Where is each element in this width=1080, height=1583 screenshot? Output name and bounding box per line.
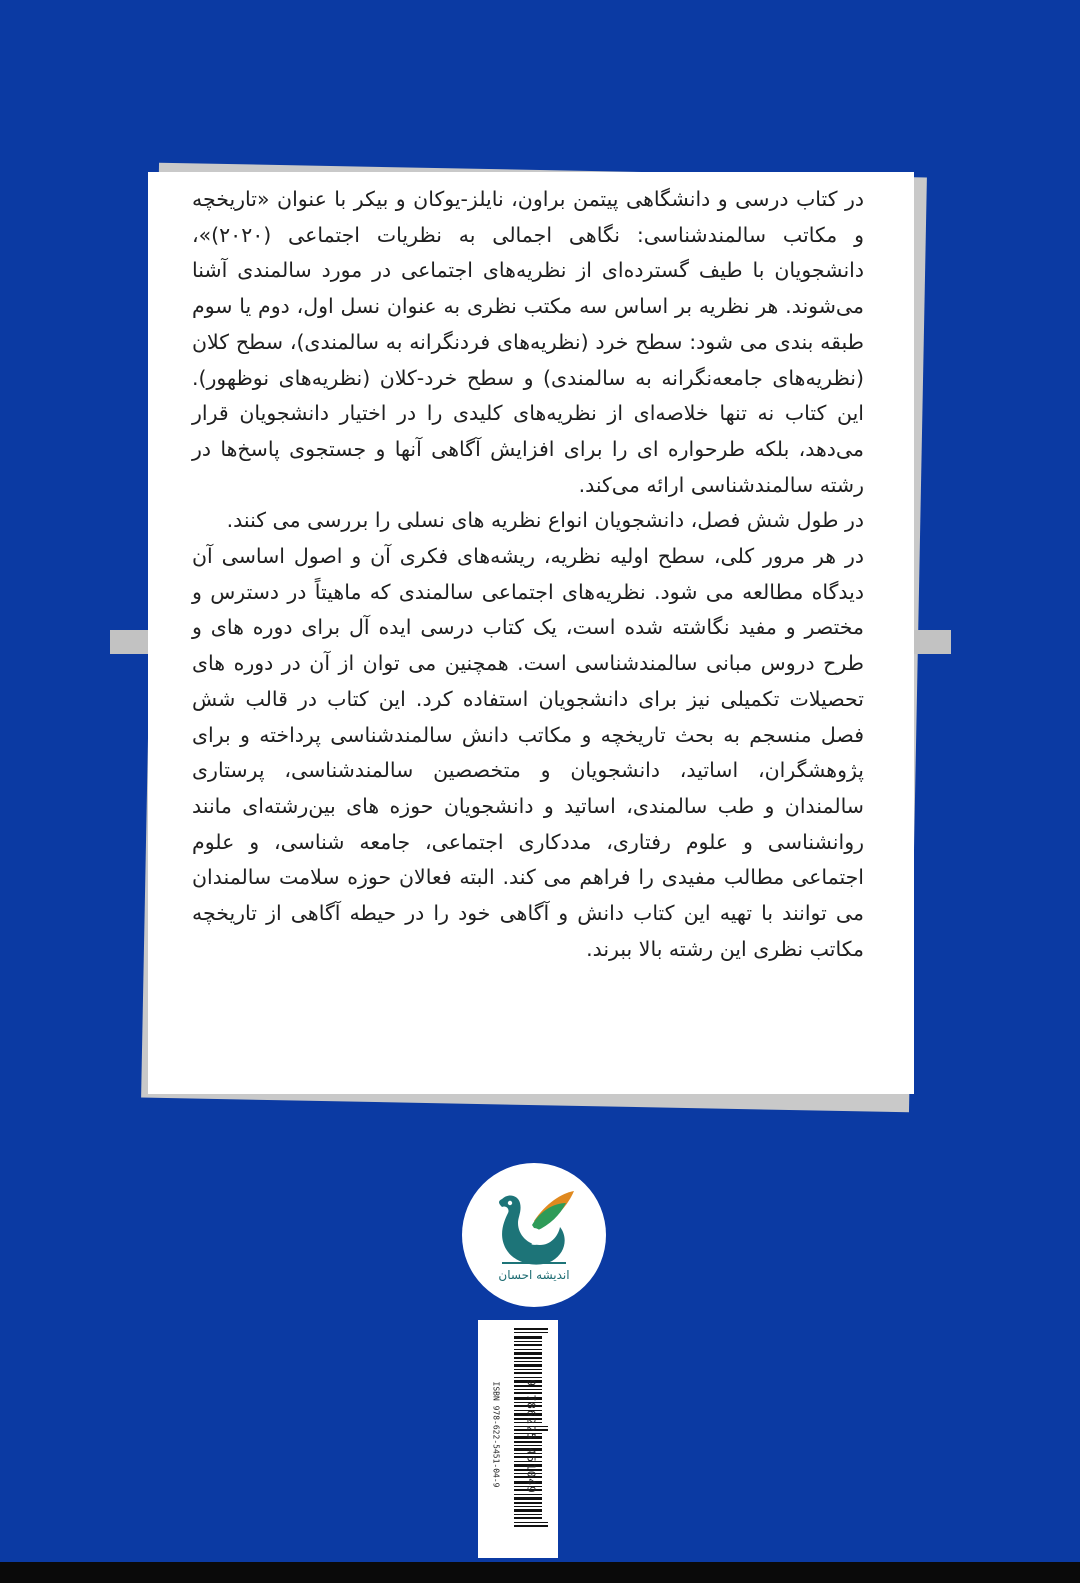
blurb-paragraph-2: در طول شش فصل، دانشجویان انواع نظریه های نسلی را بررسی می کنند.	[226, 508, 864, 533]
blurb-paragraph-3: در هر مرور کلی، سطح اولیه نظریه، ریشه‌های فکری آن و اصول اساسی آن دیدگاه مطالعه می شود. نظریه‌های اجتماعی سالمندی که ماهیتاً در دسترس و مختصر و مفید نگاشته شده است، یک کتاب درسی ایده آل برای دوره های و طرح دروس مبانی سالمندشناسی است. همچنین می توان از آن در دوره های تحصیلات تکمیلی نیز برای دانشجویان استفاده کرد. این کتاب در قالب شش فصل منسجم به بحث تاریخچه و مکاتب دانش سالمندشناسی پرداخته و برای پژوهشگران، اساتید، دانشجویان و متخصصین سالمندشناسی، پرستاری سالمندان و طب سالمندی، اساتید و دانشجویان حوزه های بین‌رشته‌ای مانند روانشناسی و علوم رفتاری، مددکاری اجتماعی، جامعه شناسی، و علوم اجتماعی مطالب مفیدی را فراهم می کند. البته فعالان حوزه سلامت سالمندان می توانند با تهیه این کتاب دانش و آگاهی خود را در حیطه آگاهی از تاریخچه مکاتب نظری این رشته بالا ببرند.	[192, 544, 864, 961]
publisher-name: اندیشه احسان	[498, 1268, 570, 1282]
blurb-paragraph-1: در کتاب درسی و دانشگاهی پیتمن براون، نایلز-یوکان و بیکر با عنوان «تاریخچه و مکاتب سالمندشناسی: نگاهی اجمالی به نظریات اجتماعی (۲۰۲۰)»، دانشجویان با طیف گسترده‌ای از نظریه‌های اجتماعی در مورد سالمندی آشنا می‌شوند. هر نظریه بر اساس سه مکتب نظری به عنوان نسل اول، دوم یا سوم طبقه بندی می شود: سطح خرد (نظریه‌های فردنگرانه به سالمندی)، سطح کلان (نظریه‌های جامعه‌نگرانه به سالمندی) و سطح خرد-کلان (نظریه‌های نوظهور). این کتاب نه تنها خلاصه‌ای از نظریه‌های کلیدی را در اختیار دانشجویان قرار می‌دهد، بلکه طرحواره ای را برای افزایش آگاهی آنها و جستجوی پاسخ‌ها در رشته سالمندشناسی ارائه می‌کند.	[192, 187, 864, 497]
isbn-barcode	[478, 1320, 558, 1558]
blurb-text	[192, 182, 864, 967]
isbn-text: ISBN 978-622-5451-04-9	[491, 1381, 501, 1488]
barcode-number: 9 786225 451049	[524, 1379, 538, 1494]
blurb-paper	[148, 172, 914, 1094]
barcode-bars	[478, 1320, 558, 1558]
bottom-strip	[0, 1562, 1080, 1583]
bird-icon	[462, 1163, 606, 1307]
publisher-logo	[462, 1163, 606, 1307]
